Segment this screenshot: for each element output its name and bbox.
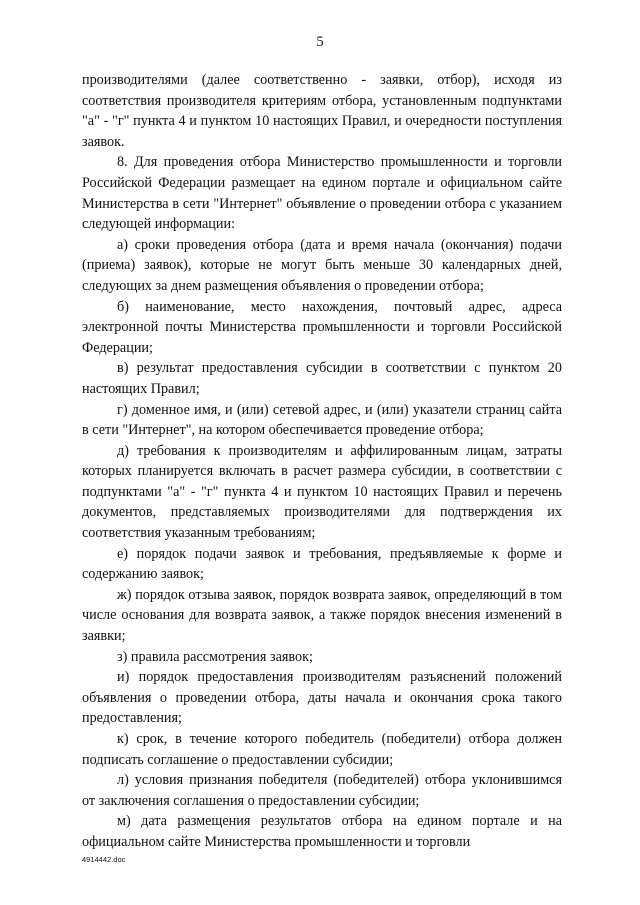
paragraph-subitem-g: г) доменное имя, и (или) сетевой адрес, и (или) указатели страниц сайта в сети "Интернет", на котором обеспечивается проведение отбора; <box>82 401 562 439</box>
paragraph-subitem-k: к) срок, в течение которого победитель (победители) отбора должен подписать соглашение о предоставлении субсидии; <box>82 731 562 768</box>
paragraph-subitem-e: е) порядок подачи заявок и требования, предъявляемые к форме и содержанию заявок; <box>82 545 562 583</box>
paragraph-subitem-b: б) наименование, место нахождения, почтовый адрес, адреса электронной почты Министерства промышленности и торговли Российской Федерации; <box>82 298 562 356</box>
paragraph-subitem-d: д) требования к производителям и аффилированным лицам, затраты которых планируется включать в расчет размера субсидии, в соответствии с подпунктами "а" - "г" пункта 4 и пунктом 10 настоящих Правил и перечень документов, представляемых производителями для подтверждения их соответствия указанным требованиям; <box>82 442 562 542</box>
page-number: 5 <box>316 34 324 50</box>
paragraph-subitem-i: и) порядок предоставления производителям разъяснений положений объявления о проведении отбора, даты начала и окончания срока такого предоставления; <box>82 669 562 727</box>
document-body <box>82 70 562 853</box>
paragraph-subitem-zh: ж) порядок отзыва заявок, порядок возврата заявок, определяющий в том числе основания для возврата заявок, а также порядок внесения изменений в заявки; <box>82 586 562 645</box>
paragraph-subitem-m: м) дата размещения результатов отбора на едином портале и на официальном сайте Министерства промышленности и торговли <box>82 813 562 850</box>
paragraph-continuation: производителями (далее соответственно - заявки, отбор), исходя из соответствия производителя критериям отбора, установленным подпунктами "а" - "г" пункта 4 и пунктом 10 настоящих Правил, и очередности поступления заявок. <box>82 72 562 150</box>
paragraph-subitem-l: л) условия признания победителя (победителей) отбора уклонившимся от заключения соглашения о предоставлении субсидии; <box>82 772 562 809</box>
paragraph-subitem-v: в) результат предоставления субсидии в соответствии с пунктом 20 настоящих Правил; <box>82 360 562 397</box>
paragraph-subitem-a: а) сроки проведения отбора (дата и время начала (окончания) подачи (приема) заявок), которые не могут быть меньше 30 календарных дней, следующих за днем размещения объявления о проведении отбора; <box>82 236 562 294</box>
paragraph-subitem-z: з) правила рассмотрения заявок; <box>117 648 313 665</box>
paragraph-item-8: 8. Для проведения отбора Министерство промышленности и торговли Российской Федерации размещает на едином портале и официальном сайте Министерства в сети "Интернет" объявление о проведении отбора с указанием следующей информации: <box>82 154 562 233</box>
footer-filename: 4914442.doc <box>82 855 126 864</box>
